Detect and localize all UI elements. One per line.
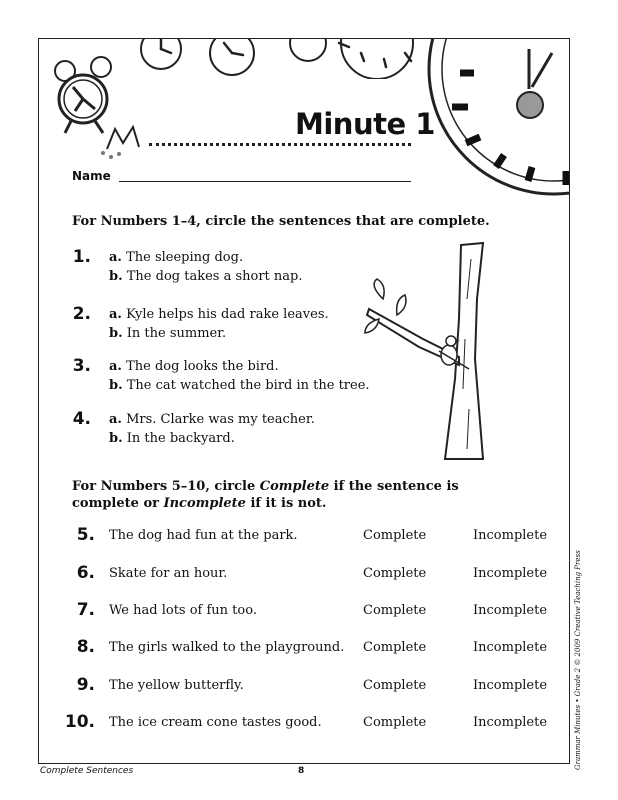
question-number: 9.: [76, 675, 95, 695]
sentence-text: The ice cream cone tastes good.: [109, 715, 322, 730]
page-title: Minute 1: [295, 107, 435, 141]
question-number: 8.: [76, 637, 95, 657]
question-number: 4.: [72, 409, 91, 429]
worksheet-frame: [38, 38, 570, 764]
instructions-part-2: For Numbers 5–10, circle Complete if the sentence is complete or Incomplete if it is not.: [72, 479, 459, 511]
option-a[interactable]: a. The dog looks the bird.: [109, 359, 279, 374]
title-divider: [149, 143, 411, 146]
clock-illustration: [424, 38, 570, 199]
question-7: [39, 600, 569, 628]
complete-choice[interactable]: Complete: [363, 640, 427, 655]
tree-with-bird-illustration: [359, 239, 499, 464]
question-number: 1.: [72, 247, 91, 267]
sentence-text: Skate for an hour.: [109, 566, 228, 581]
option-b[interactable]: b. In the backyard.: [109, 431, 235, 446]
option-b[interactable]: b. The cat watched the bird in the tree.: [109, 378, 370, 393]
page-number: 8: [298, 766, 305, 776]
option-b[interactable]: b. The dog takes a short nap.: [109, 269, 303, 284]
question-number: 10.: [64, 712, 95, 732]
instructions-part-1: For Numbers 1–4, circle the sentences that are complete.: [72, 214, 490, 229]
name-label: Name: [72, 169, 111, 183]
alarm-clock-illustration: [45, 53, 155, 163]
incomplete-choice[interactable]: Incomplete: [473, 640, 548, 655]
question-8: [39, 637, 569, 665]
question-number: 2.: [72, 304, 91, 324]
footer-topic: Complete Sentences: [40, 766, 134, 776]
question-9: [39, 675, 569, 703]
question-number: 6.: [76, 563, 95, 583]
incomplete-choice[interactable]: Incomplete: [473, 566, 548, 581]
incomplete-choice[interactable]: Incomplete: [473, 528, 548, 543]
sentence-text: We had lots of fun too.: [109, 603, 257, 618]
sentence-text: The yellow butterfly.: [109, 678, 244, 693]
incomplete-choice[interactable]: Incomplete: [473, 715, 548, 730]
complete-choice[interactable]: Complete: [363, 566, 427, 581]
copyright-credit: Grammar Minutes • Grade 2 © 2009 Creative Teaching Press: [574, 550, 582, 770]
question-10: [39, 712, 569, 740]
option-a[interactable]: a. Kyle helps his dad rake leaves.: [109, 307, 329, 322]
option-b[interactable]: b. In the summer.: [109, 326, 227, 341]
question-number: 3.: [72, 356, 91, 376]
sentence-text: The girls walked to the playground.: [109, 640, 345, 655]
option-a[interactable]: a. Mrs. Clarke was my teacher.: [109, 412, 315, 427]
complete-choice[interactable]: Complete: [363, 678, 427, 693]
name-line[interactable]: [119, 181, 411, 182]
complete-choice[interactable]: Complete: [363, 603, 427, 618]
sentence-text: The dog had fun at the park.: [109, 528, 298, 543]
question-5: [39, 525, 569, 553]
complete-choice[interactable]: Complete: [363, 528, 427, 543]
incomplete-choice[interactable]: Incomplete: [473, 678, 548, 693]
question-6: [39, 563, 569, 591]
incomplete-choice[interactable]: Incomplete: [473, 603, 548, 618]
complete-choice[interactable]: Complete: [363, 715, 427, 730]
option-a[interactable]: a. The sleeping dog.: [109, 250, 244, 265]
question-number: 5.: [76, 525, 95, 545]
question-number: 7.: [76, 600, 95, 620]
